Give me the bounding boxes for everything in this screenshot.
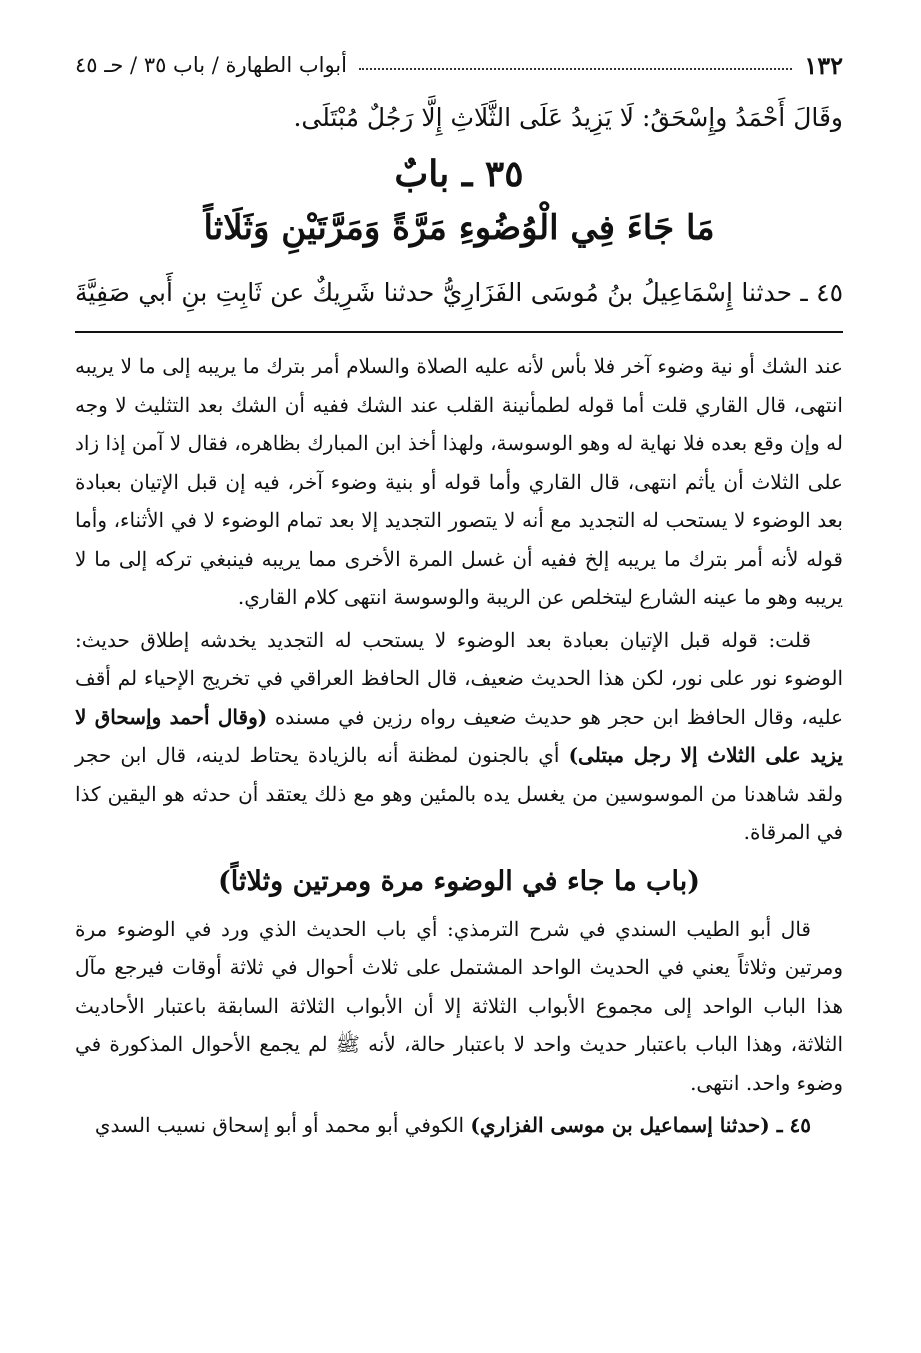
running-header xyxy=(75,45,843,85)
commentary-paragraph-1: عند الشك أو نية وضوء آخر فلا بأس لأنه عليه الصلاة والسلام أمر بترك ما يريبه إلى ما لا يريبه انتهى، قال القاري قلت أما قوله لطمأنينة القلب عند الشك ففيه أن الشك بعد التثليث لا وجه له وإن وقع بعده فلا نهاية له وهو الوسوسة، ولهذا أخذ ابن المبارك بظاهره، فقال لا آمن إذا زاد على الثلاث أن يأثم انتهى، قال القاري وأما قوله أو بنية وضوء آخر، فيه إن قبل الإتيان بعبادة بعد الوضوء لا يستحب له التجديد مع أنه لا يتصور التجديد إلا بعد تمام الوضوء لا في الأثناء، وأما قوله لأنه أمر بترك ما يريبه إلخ ففيه أن غسل المرة الأخرى مما يريبه فينبغي تركه إلى ما لا يريبه وهو ما عينه الشارع ليتخلص عن الريبة والوسوسة انتهى كلام القاري. xyxy=(75,354,843,609)
commentary-paragraph-4 xyxy=(75,1106,843,1145)
paragraph-2-text-start: قلت: قوله قبل الإتيان بعبادة بعد الوضوء لا يستحب له التجديد يخدشه إطلاق حديث: الوضوء نور على نور، لكن هذا الحديث ضعيف، قال الحافظ العراقي في تخريج الإحياء لم أقف عليه، وقال الحافظ ابن حجر هو حديث ضعيف رواه رزين في مسنده xyxy=(75,627,844,729)
paragraph-2-text-end: أي بالجنون لمظنة أنه بالزيادة يحتاط لدينه، قال ابن حجر ولقد شاهدنا من الموسوسين من يغسل يده بالمئين وهو مع ذلك يعتقد أن حدثه هو اليقين كذا في المرقاة. xyxy=(75,743,843,844)
footnote-separator xyxy=(75,331,843,333)
paragraph-4-quoted-isnad: ٤٥ ـ (حدثنا إسماعيل بن موسى الفزاري) xyxy=(470,1113,811,1137)
commentary-section xyxy=(75,347,843,1145)
chapter-number-heading: ٣٥ ـ بابٌ xyxy=(394,153,524,195)
hadith-chain-line: ٤٥ ـ حدثنا إِسْمَاعِيلُ بنُ مُوسَى الفَزَارِيُّ حدثنا شَرِيكٌ عن ثَابِتِ بنِ أَبي صَفِيَّةَ xyxy=(75,278,843,307)
paragraph-4-text-end: الكوفي أبو محمد أو أبو إسحاق نسيب السدي xyxy=(94,1113,471,1137)
chapter-title: مَا جَاءَ فِي الْوُضُوءِ مَرَّةً وَمَرَّتَيْنِ وَثَلَاثاً xyxy=(203,208,715,248)
commentary-paragraph-2 xyxy=(75,621,843,852)
header-dot-leader xyxy=(359,68,792,70)
paragraph-2-quoted-matn: (وقال أحمد وإسحاق لا يزيد على الثلاث إلا رجل مبتلى) xyxy=(75,704,843,767)
header-title: أبواب الطهارة / باب ٣٥ / حـ ٤٥ xyxy=(75,53,347,77)
section-heading: (باب ما جاء في الوضوء مرة ومرتين وثلاثاً) xyxy=(218,865,700,897)
main-text-line: وقَالَ أَحْمَدُ وإِسْحَقُ: لَا يَزِيدُ عَلَى الثَّلَاثِ إِلَّا رَجُلٌ مُبْتَلَى. xyxy=(293,103,843,132)
page-number: ١٣٢ xyxy=(804,50,843,80)
commentary-paragraph-3: قال أبو الطيب السندي في شرح الترمذي: أي باب الحديث الذي ورد في الوضوء مرة ومرتين وثلاثاً يعني في الحديث الواحد المشتمل على ثلاث أحوال في ثلاثة أوقات فيرجع مآل هذا الباب الواحد إلى مجموع الأبواب الثلاثة إلا أن الأبواب الثلاثة السابقة باعتبار الأحاديث الثلاثة، وهذا الباب باعتبار حديث واحد لا باعتبار حالة، لأنه ﷺ لم يجمع الأحوال المذكورة في وضوء واحد. انتهى. xyxy=(75,916,843,1095)
